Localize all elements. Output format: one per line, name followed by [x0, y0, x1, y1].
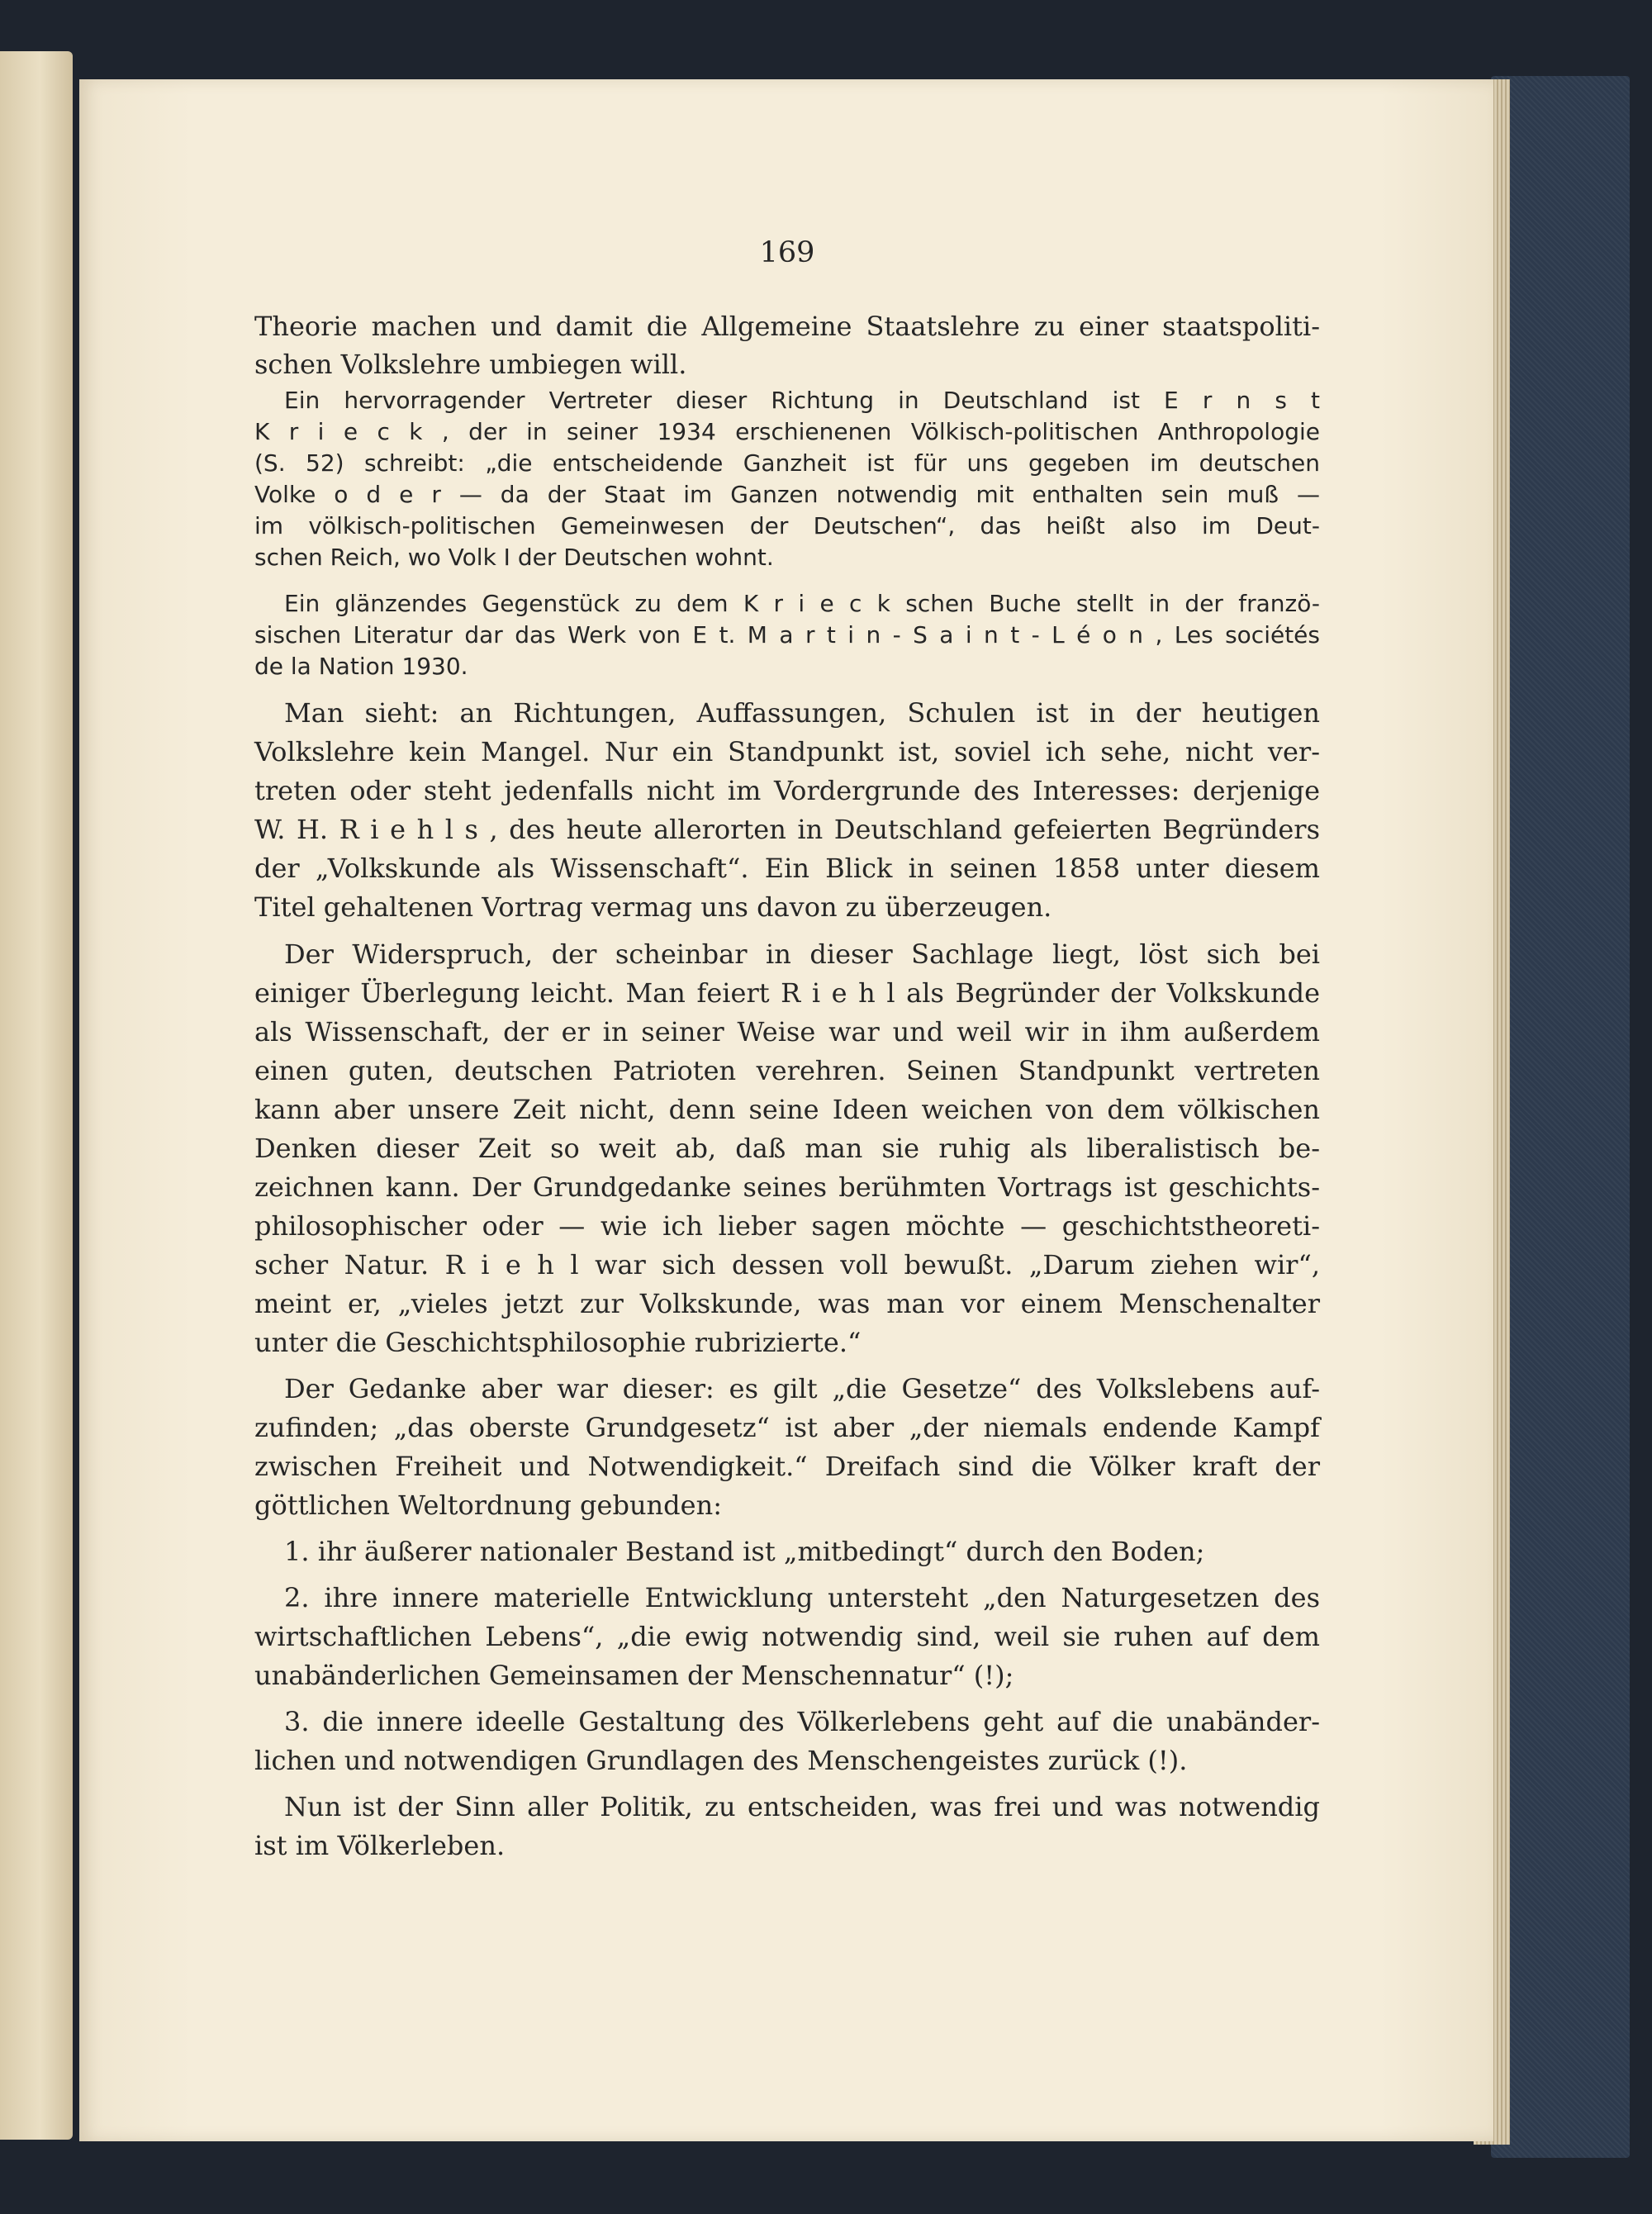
list-item: 1. ihr äußerer nationaler Bestand ist „mitbedingt“ durch den Boden; [284, 1536, 1205, 1567]
list-item: 3. die innere ideelle Gestaltung des Völkerlebens geht auf die unabänder- [284, 1706, 1320, 1737]
text-line: der „Volkskunde als Wissenschaft“. Ein Blick in seinen 1858 unter diesem [254, 853, 1320, 884]
text-line: zwischen Freiheit und Notwendigkeit.“ Dreifach sind die Völker kraft der [254, 1451, 1320, 1482]
text-line: K r i e c k , der in seiner 1934 erschienenen Völkisch-politischen Anthropologie [254, 418, 1320, 445]
text-line: sischen Literatur dar das Werk von E t. M a r t i n - S a i n t - L é o n , Les sociétés [254, 621, 1320, 649]
text-line: kann aber unsere Zeit nicht, denn seine Ideen weichen von dem völkischen [254, 1094, 1320, 1125]
book-page [79, 79, 1493, 2141]
text-line: Volke o d e r — da der Staat im Ganzen notwendig mit enthalten sein muß — [254, 481, 1320, 508]
book-cover [1491, 76, 1630, 2158]
text-line: W. H. R i e h l s , des heute allerorten in Deutschland gefeierten Begründers [254, 814, 1320, 845]
text-line: Der Widerspruch, der scheinbar in dieser Sachlage liegt, löst sich bei [284, 938, 1320, 970]
list-item: 2. ihre innere materielle Entwicklung untersteht „den Naturgesetzen des [284, 1582, 1320, 1613]
text-line: Man sieht: an Richtungen, Auffassungen, Schulen ist in der heutigen [284, 697, 1320, 729]
text-line: zufinden; „das oberste Grundgesetz“ ist aber „der niemals endende Kampf [254, 1412, 1320, 1443]
text-line: scher Natur. R i e h l war sich dessen voll bewußt. „Darum ziehen wir“, [254, 1249, 1320, 1280]
text-line: lichen und notwendigen Grundlagen des Menschengeistes zurück (!). [254, 1745, 1188, 1776]
text-line: als Wissenschaft, der er in seiner Weise war und weil wir in ihm außerdem [254, 1016, 1320, 1048]
page-number: 169 [759, 236, 815, 269]
text-line: Ein glänzendes Gegenstück zu dem K r i e c k schen Buche stellt in der franzö- [284, 590, 1320, 617]
text-line: einiger Überlegung leicht. Man feiert R i e h l als Begründer der Volkskunde [254, 977, 1320, 1009]
text-line: einen guten, deutschen Patrioten verehren. Seinen Standpunkt vertreten [254, 1055, 1320, 1086]
text-line: Theorie machen und damit die Allgemeine Staatslehre zu einer staatspoliti- [254, 311, 1320, 342]
text-line: Volkslehre kein Mangel. Nur ein Standpunkt ist, soviel ich sehe, nicht ver- [254, 736, 1320, 767]
text-line: wirtschaftlichen Lebens“, „die ewig notwendig sind, weil sie ruhen auf dem [254, 1621, 1320, 1652]
text-line: unter die Geschichtsphilosophie rubrizierte.“ [254, 1327, 862, 1358]
text-line: Ein hervorragender Vertreter dieser Richtung in Deutschland ist E r n s t [284, 387, 1320, 414]
text-line: philosophischer oder — wie ich lieber sagen möchte — geschichtstheoreti- [254, 1210, 1320, 1242]
text-line: Der Gedanke aber war dieser: es gilt „die Gesetze“ des Volkslebens auf- [284, 1373, 1320, 1404]
facing-page-edge [0, 51, 73, 2140]
text-line: unabänderlichen Gemeinsamen der Menschennatur“ (!); [254, 1660, 1014, 1691]
text-line: treten oder steht jedenfalls nicht im Vordergrunde des Interesses: derjenige [254, 775, 1320, 806]
text-line: schen Volkslehre umbiegen will. [254, 349, 687, 380]
text-line: Titel gehaltenen Vortrag vermag uns davon zu überzeugen. [254, 891, 1052, 923]
text-line: schen Reich, wo Volk I der Deutschen wohnt. [254, 544, 774, 571]
text-line: zeichnen kann. Der Grundgedanke seines berühmten Vortrags ist geschichts- [254, 1171, 1320, 1203]
text-line: ist im Völkerleben. [254, 1830, 506, 1861]
text-line: göttlichen Weltordnung gebunden: [254, 1489, 722, 1521]
text-line: Nun ist der Sinn aller Politik, zu entscheiden, was frei und was notwendig [284, 1791, 1320, 1822]
text-line: im völkisch-politischen Gemeinwesen der Deutschen“, das heißt also im Deut- [254, 512, 1320, 539]
text-line: de la Nation 1930. [254, 653, 468, 680]
text-line: Denken dieser Zeit so weit ab, daß man sie ruhig als liberalistisch be- [254, 1133, 1320, 1164]
text-line: (S. 52) schreibt: „die entscheidende Ganzheit ist für uns gegeben im deutschen [254, 449, 1320, 477]
text-line: meint er, „vieles jetzt zur Volkskunde, was man vor einem Menschenalter [254, 1288, 1320, 1319]
